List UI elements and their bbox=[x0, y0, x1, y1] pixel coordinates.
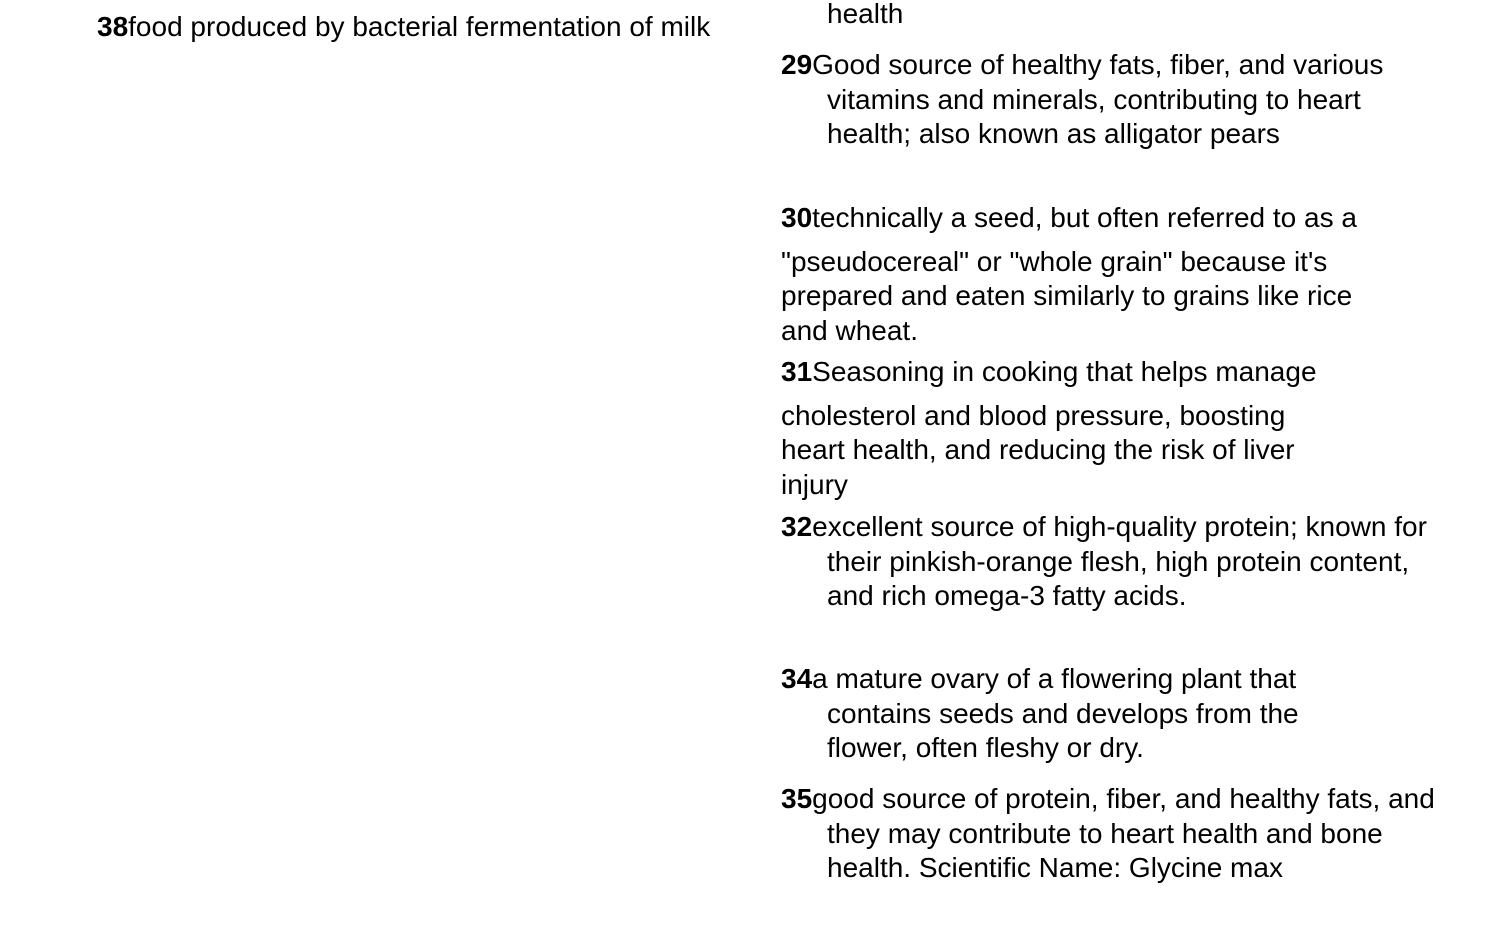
clue-28-continuation bbox=[827, 0, 1427, 32]
clue-text-first-line: technically a seed, but often referred to as a bbox=[812, 202, 1357, 233]
clue-31 bbox=[781, 355, 1351, 502]
clue-number: 31 bbox=[781, 356, 813, 387]
clue-number: 29 bbox=[781, 49, 813, 80]
clue-text: food produced by bacterial fermentation of milk bbox=[128, 11, 711, 42]
clue-number: 30 bbox=[781, 202, 813, 233]
clue-number: 35 bbox=[781, 783, 813, 814]
clue-text-first-line: Seasoning in cooking that helps manage bbox=[812, 356, 1317, 387]
clue-text: health bbox=[827, 0, 904, 29]
clue-32 bbox=[781, 510, 1427, 614]
clue-text: "pseudocereal" or "whole grain" because it's prepared and eaten similarly to grains like rice and wheat. bbox=[781, 245, 1353, 346]
clue-35 bbox=[781, 782, 1457, 886]
clue-number: 32 bbox=[781, 511, 813, 542]
clue-text: excellent source of high-quality protein; known for their pinkish-orange flesh, high protein content, and rich omega-3 fatty acids. bbox=[812, 511, 1427, 611]
clue-text: cholesterol and blood pressure, boosting heart health, and reducing the risk of liver injury bbox=[781, 399, 1295, 500]
clue-text: good source of protein, fiber, and healthy fats, and they may contribute to heart health and bone health. Scientific Name: Glycine max bbox=[812, 783, 1435, 883]
clue-34 bbox=[781, 662, 1387, 766]
clue-number: 38 bbox=[97, 11, 129, 42]
clue-29 bbox=[781, 48, 1437, 152]
clue-number: 34 bbox=[781, 663, 813, 694]
clue-38 bbox=[97, 10, 743, 45]
clue-text: Good source of healthy fats, fiber, and various vitamins and minerals, contributing to heart health; also known as alligator pears bbox=[812, 49, 1384, 149]
clue-30 bbox=[781, 201, 1376, 348]
clue-text: a mature ovary of a flowering plant that contains seeds and develops from the flower, often fleshy or dry. bbox=[812, 663, 1299, 763]
